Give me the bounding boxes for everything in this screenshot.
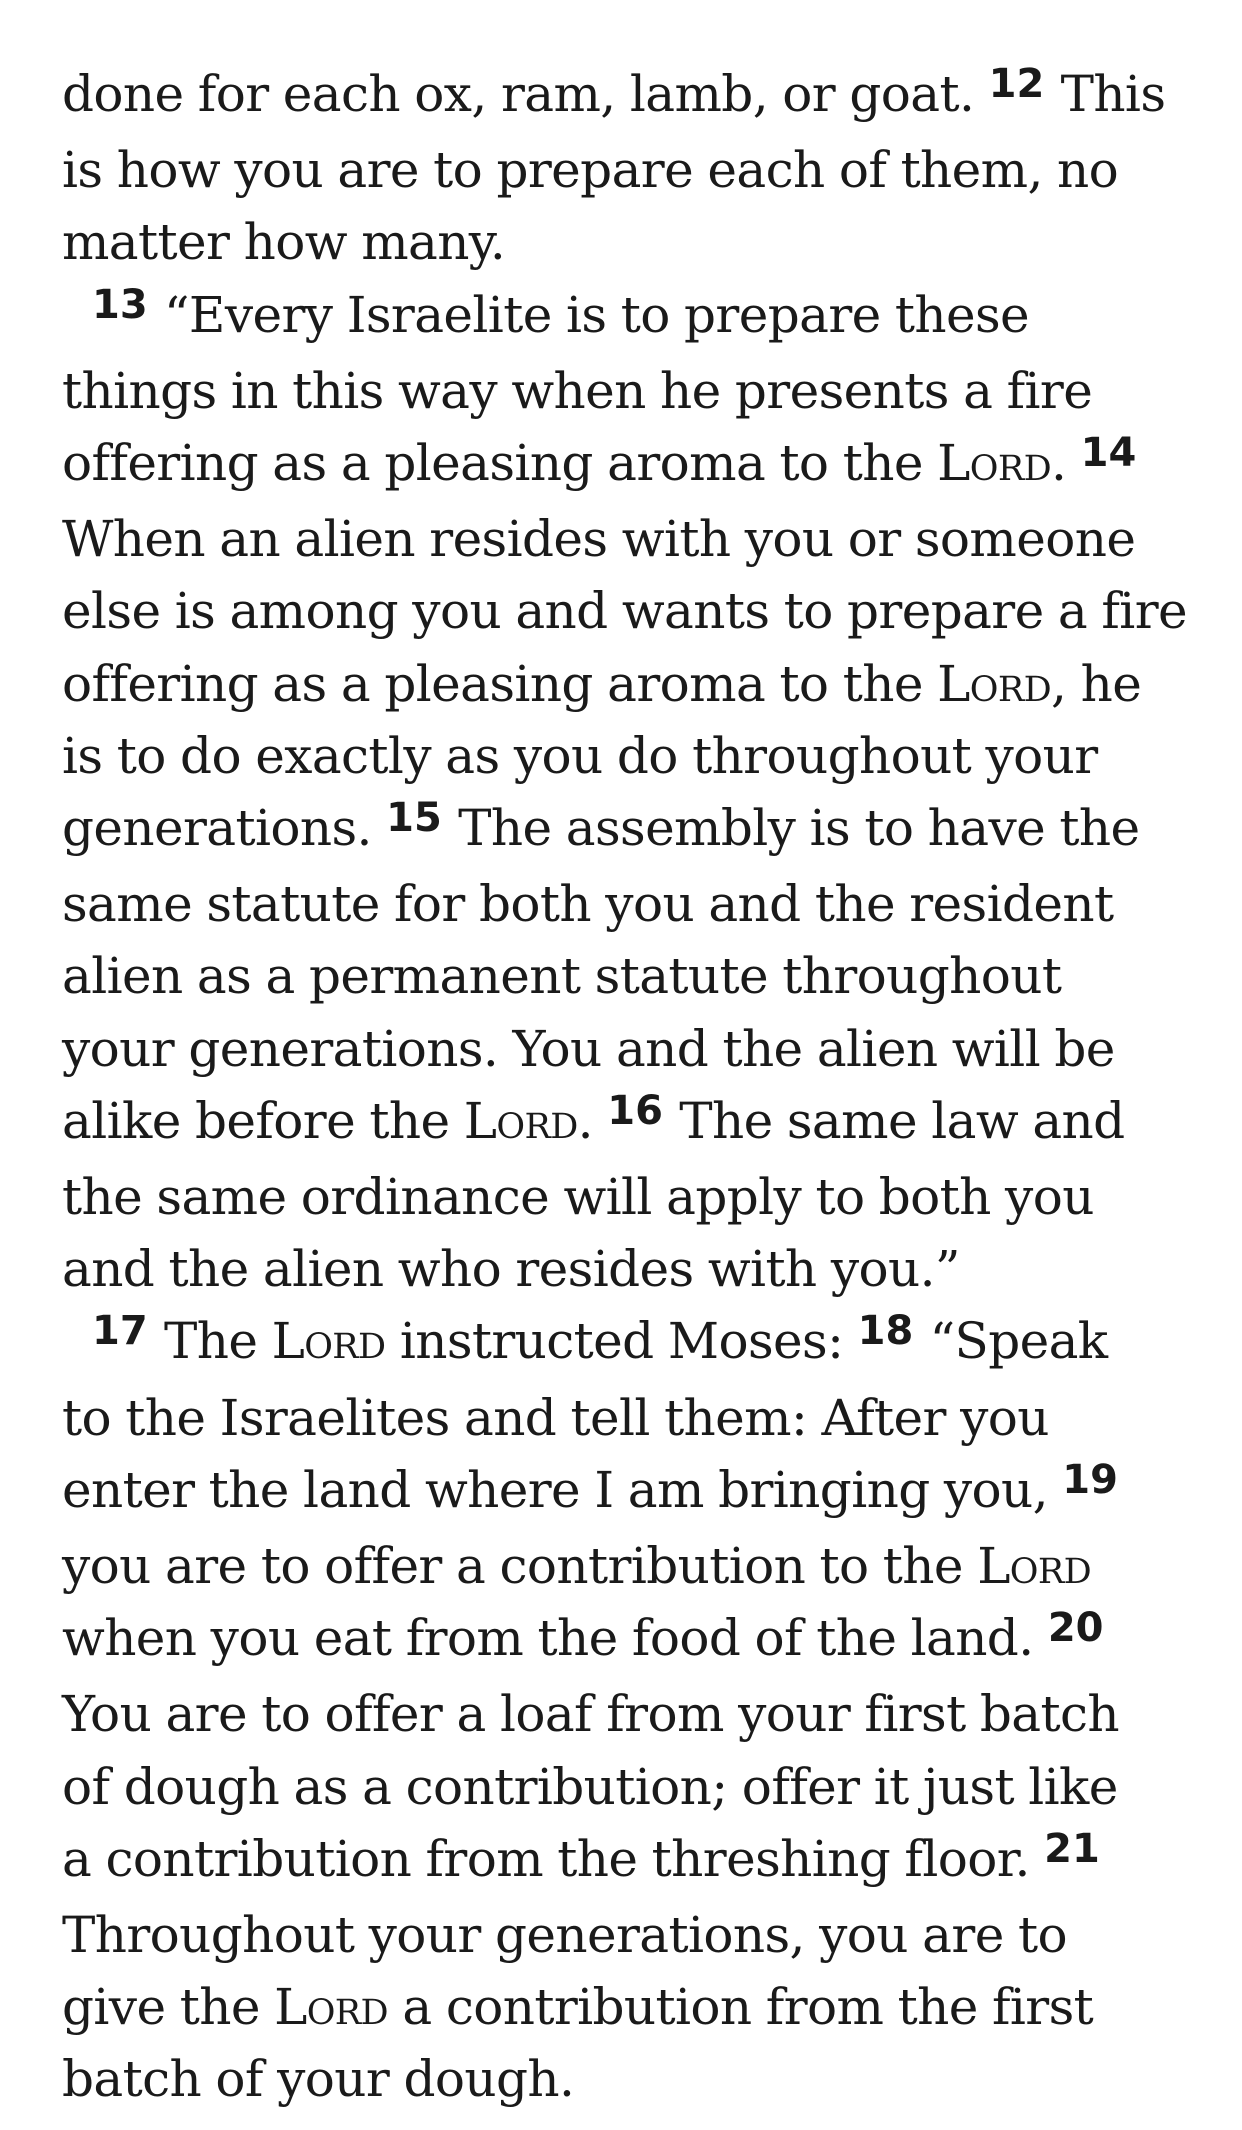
verse-text: things in this way when he presents a fire [62, 361, 1093, 420]
verse-text: give the [62, 1978, 275, 2037]
verse-number: 21 [1044, 1825, 1100, 1872]
paragraph [62, 1305, 1202, 2115]
verse-text: you are to offer a contribution to the [62, 1537, 978, 1596]
verse-text: batch of your dough. [62, 2050, 575, 2109]
text-line [62, 720, 1202, 792]
verse-text: alien as a permanent statute throughout [62, 947, 1062, 1006]
verse-text: a contribution from the first [388, 1978, 1094, 2037]
verse-text: , he [1051, 654, 1142, 713]
text-line [62, 1233, 1202, 1305]
divine-name: Lord [463, 1091, 578, 1150]
verse-text: Throughout your generations, you are to [62, 1906, 1067, 1965]
verse-number: 18 [857, 1308, 914, 1355]
verse-text: This [1046, 65, 1166, 123]
verse-text: matter how many. [62, 213, 506, 272]
verse-text: when you eat from the food of the land. [62, 1609, 1048, 1668]
text-line [62, 1085, 1202, 1161]
verse-text: of dough as a contribution; offer it just like [62, 1757, 1118, 1816]
verse-number: 15 [386, 795, 442, 842]
divine-name: Lord [937, 654, 1052, 713]
verse-text: offering as a pleasing aroma to the [62, 654, 938, 713]
text-line [62, 1382, 1202, 1454]
verse-text: . [1051, 434, 1081, 493]
divine-name: Lord [977, 1537, 1092, 1596]
verse-text: is to do exactly as you do throughout your [62, 726, 1098, 785]
text-line [62, 1971, 1202, 2043]
text-line [62, 1823, 1202, 1899]
verse-number: 12 [988, 61, 1045, 107]
verse-text: When an alien resides with you or someone [62, 510, 1136, 569]
verse-number: 19 [1062, 1456, 1118, 1503]
verse-text: enter the land where I am bringing you, [62, 1460, 1063, 1519]
text-line [62, 1305, 1202, 1381]
text-line [62, 1530, 1202, 1602]
verse-text: . [577, 1091, 608, 1150]
verse-text: alike before the [62, 1091, 464, 1150]
text-line [62, 503, 1202, 575]
verse-text: “Every Israelite is to prepare these [149, 285, 1030, 344]
verse-text: the same ordinance will apply to both you [62, 1168, 1094, 1227]
verse-text: done for each ox, ram, lamb, or goat. [62, 65, 989, 123]
verse-text: and the alien who resides with you.” [62, 1240, 960, 1299]
text-line [62, 940, 1202, 1012]
verse-text: instructed Moses: [385, 1312, 858, 1371]
verse-text: You are to offer a loaf from your first batch [62, 1685, 1119, 1744]
verse-number: 20 [1047, 1605, 1104, 1652]
verse-number: 13 [92, 281, 148, 328]
text-line [62, 134, 1202, 206]
text-line [62, 1161, 1202, 1233]
text-line [62, 575, 1202, 647]
verse-text: offering as a pleasing aroma to the [62, 434, 938, 493]
scripture-reader [62, 58, 1202, 2116]
text-line [62, 1602, 1202, 1678]
text-line [62, 58, 1202, 134]
text-line [62, 868, 1202, 940]
text-line [62, 648, 1202, 720]
divine-name: Lord [937, 434, 1052, 493]
text-line [62, 355, 1202, 427]
text-line [62, 427, 1202, 503]
paragraph [62, 58, 1202, 279]
verse-text: “Speak [915, 1312, 1108, 1371]
divine-name: Lord [271, 1312, 386, 1371]
verse-text: your generations. You and the alien will be [62, 1019, 1115, 1078]
text-line [62, 279, 1202, 355]
divine-name: Lord [274, 1978, 389, 2037]
verse-number: 16 [607, 1087, 663, 1134]
verse-text: is how you are to prepare each of them, no [62, 141, 1119, 200]
verse-number: 17 [92, 1308, 148, 1355]
verse-text: else is among you and wants to prepare a fire [62, 582, 1187, 641]
verse-text: a contribution from the threshing floor. [62, 1829, 1045, 1888]
paragraph [62, 279, 1202, 1306]
text-line [62, 2043, 1202, 2115]
text-line [62, 1454, 1202, 1530]
verse-text: to the Israelites and tell them: After you [62, 1388, 1049, 1447]
text-line [62, 1751, 1202, 1823]
text-line [62, 1013, 1202, 1085]
verse-text: The [149, 1312, 272, 1371]
text-line [62, 1899, 1202, 1971]
text-line [62, 206, 1202, 278]
text-line [62, 1678, 1202, 1750]
verse-text: The same law and [664, 1091, 1125, 1150]
verse-number: 14 [1080, 430, 1137, 477]
verse-text: The assembly is to have the [443, 799, 1140, 858]
verse-text: generations. [62, 799, 387, 858]
verse-text: same statute for both you and the resident [62, 875, 1114, 934]
text-line [62, 792, 1202, 868]
